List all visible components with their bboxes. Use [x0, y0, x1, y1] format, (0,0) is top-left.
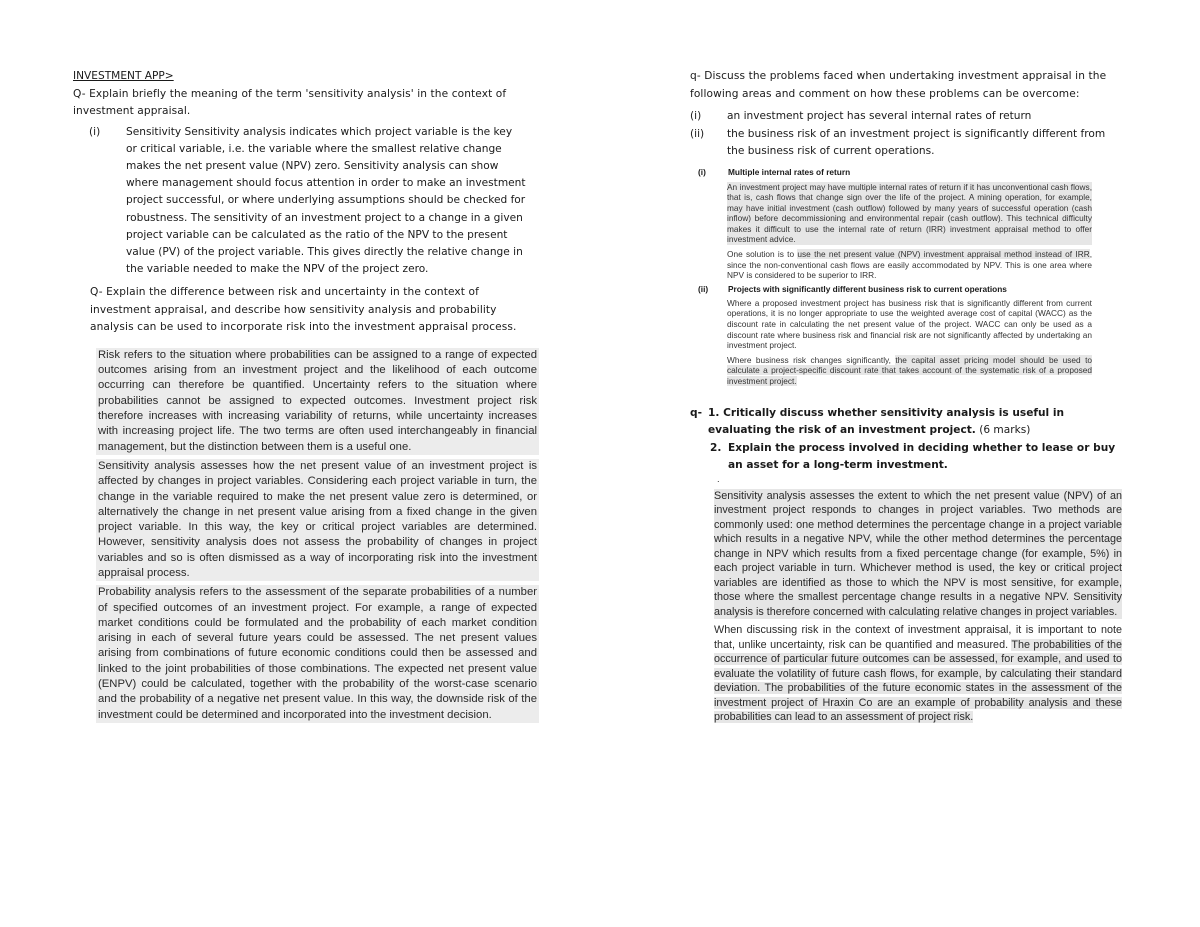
question-prefix: q-	[690, 406, 702, 419]
paragraph-business-risk: Where a proposed investment project has business risk that is significantly different from current operations, it is no longer appropriate to use the weighted average cost of capital (WACC) as the discount rate in calculating the net present value of the project. WACC can only be used as a discount rate where business risk and financial risk are not significantly affected by undertaking an investment project.	[727, 297, 1092, 351]
right-column	[690, 68, 1130, 725]
problem-item-i	[690, 108, 1130, 126]
answer-item-i	[89, 124, 543, 279]
subsection-number: (i)	[698, 166, 706, 177]
subsection-title: Multiple internal rates of return	[728, 166, 851, 177]
paragraph-risk-quantified: When discussing risk in the context of investment appraisal, it is important to note that, unlike uncertainty, risk can be quantified and measured. The probabilities of the occurrence of particular future outcomes can be assessed, for example, and used to evaluate the volatility of future cash flows, for example, by calculating their standard deviation. The probabilities of the future economic states in the assessment of the investment project of Hraxin Co are an example of probability analysis and these probabilities can lead to an assessment of project risk.	[714, 624, 1123, 724]
item-number: (i)	[690, 110, 702, 122]
page-heading: INVESTMENT APP>	[73, 70, 174, 82]
problem-item-ii	[690, 126, 1130, 161]
paragraph-sensitivity-npv: Sensitivity analysis assesses the extent to which the net present value (NPV) of an investment project responds to changes in project variables. Two methods are commonly used: one method determines the percentage change in a project variable which results in a negative NPV, while the other method determines the percentage change in NPV which results from a fixed percentage change (for example, 5%) in each project variable in turn. Whichever method is used, the key or critical project variables are identified as those to which the NPV is most sensitive, for example, those where the smallest percentage change results in a negative NPV. Sensitivity analysis is therefore concerned with calculating relative changes in project variables.	[714, 489, 1122, 618]
question-part-1: 1. Critically discuss whether sensitivity analysis is useful in evaluating the risk of an investment project. (6 marks)	[708, 406, 1065, 437]
question-sensitivity-lease	[690, 405, 1130, 475]
subsection-head-i	[698, 166, 1092, 178]
question-part-2: 2. Explain the process involved in deciding whether to lease or buy an asset for a long-term investment.	[710, 441, 1116, 472]
embedded-answer-image	[690, 166, 1092, 387]
item-text: Sensitivity Sensitivity analysis indicates which project variable is the key or critical variable, i.e. the variable where the smallest relative change makes the net present value (NPV) zero. Sensitivity analysis can show where management should focus attention in order to make an investment project successful, or where underlying assumptions should be checked for robustness. The sensitivity of an investment project to a change in a given project variable can be calculated as the ratio of the NPV to the present value (PV) of the project variable. This gives directly the relative change in the variable needed to make the NPV of the project zero.	[126, 125, 526, 276]
question-risk-uncertainty: Q- Explain the difference between risk and uncertainty in the context of investment appraisal, and describe how sensitivity analysis and probability analysis can be used to incorporate risk into the investment appraisal process.	[90, 286, 517, 334]
problem-list	[690, 108, 1130, 161]
left-column	[73, 68, 543, 723]
paragraph-npv-solution: One solution is to use the net present value (NPV) investment appraisal method instead of IRR, since the non-conventional cash flows are easily accommodated by NPV. This is one area where NPV is considered to be superior to IRR.	[727, 249, 1092, 281]
item-text: an investment project has several internal rates of return	[727, 110, 1032, 122]
stray-dot: .	[717, 474, 720, 484]
paragraph-capm-solution: Where business risk changes significantly, the capital asset pricing model should be used to calculate a project-specific discount rate that takes account of the systematic risk of a proposed investment project.	[727, 354, 1093, 386]
question-discuss-problems: q- Discuss the problems faced when undertaking investment appraisal in the following areas and comment on how these problems can be overcome:	[690, 70, 1107, 100]
answer-block-risk	[96, 348, 539, 723]
question-sensitivity: Q- Explain briefly the meaning of the term 'sensitivity analysis' in the context of investment appraisal.	[73, 87, 507, 117]
subsection-head-ii	[698, 283, 1092, 295]
paragraph-risk-uncertainty: Risk refers to the situation where probabilities can be assigned to a range of expected outcomes arising from an investment project and the likelihood of each outcome occurring can therefore be quantified. Uncertainty refers to the situation where probabilities cannot be assigned to expected outcomes. Investment project risk therefore increases with increasing variability of returns, while uncertainty increases with increasing project life. The two terms are often used interchangeably in financial management, but the distinction between them is a useful one.	[96, 348, 539, 455]
item-number: (i)	[89, 125, 101, 138]
paragraph-sensitivity-analysis: Sensitivity analysis assesses how the net present value of an investment project is affected by changes in project variables. Considering each project variable in turn, the change in the variable required to make the net present value zero is determined, or alternatively the change in net present value arising from a fixed change in the given project variable. In this way, the key or critical project variables are determined. However, sensitivity analysis does not assess the probability of changes in project variables and so is often dismissed as a way of incorporating risk into the investment appraisal process.	[96, 459, 539, 581]
answer-block-sensitivity	[714, 489, 1122, 725]
subsection-number: (ii)	[698, 283, 709, 294]
subsection-title: Projects with significantly different business risk to current operations	[728, 283, 1007, 294]
paragraph-multiple-irr: An investment project may have multiple internal rates of return if it has unconventional cash flows, that is, cash flows that change sign over the life of the project. A mining operation, for example, may have initial investment (cash outflow) followed by many years of successful operation (cash inflow) before decommissioning and environmental repair (cash outflow). This technical difficulty makes it difficult to use the internal rate of return (IRR) investment appraisal method to offer investment advice.	[727, 181, 1092, 245]
paragraph-probability-analysis: Probability analysis refers to the assessment of the separate probabilities of a number of specified outcomes of an investment project. For example, a range of expected market conditions could be formulated and the probability of each market condition arising in each of several future years could be assessed. The net present values arising from combinations of future economic conditions could then be assessed and linked to the joint probabilities of those combinations. The expected net present value (ENPV) could be calculated, together with the probability of the worst-case scenario and the probability of a negative net present value. In this way, the downside risk of the investment could be determined and incorporated into the investment decision.	[96, 585, 539, 723]
item-number: (ii)	[690, 127, 705, 140]
item-text: the business risk of an investment project is significantly different from the business risk of current operations.	[727, 127, 1106, 157]
